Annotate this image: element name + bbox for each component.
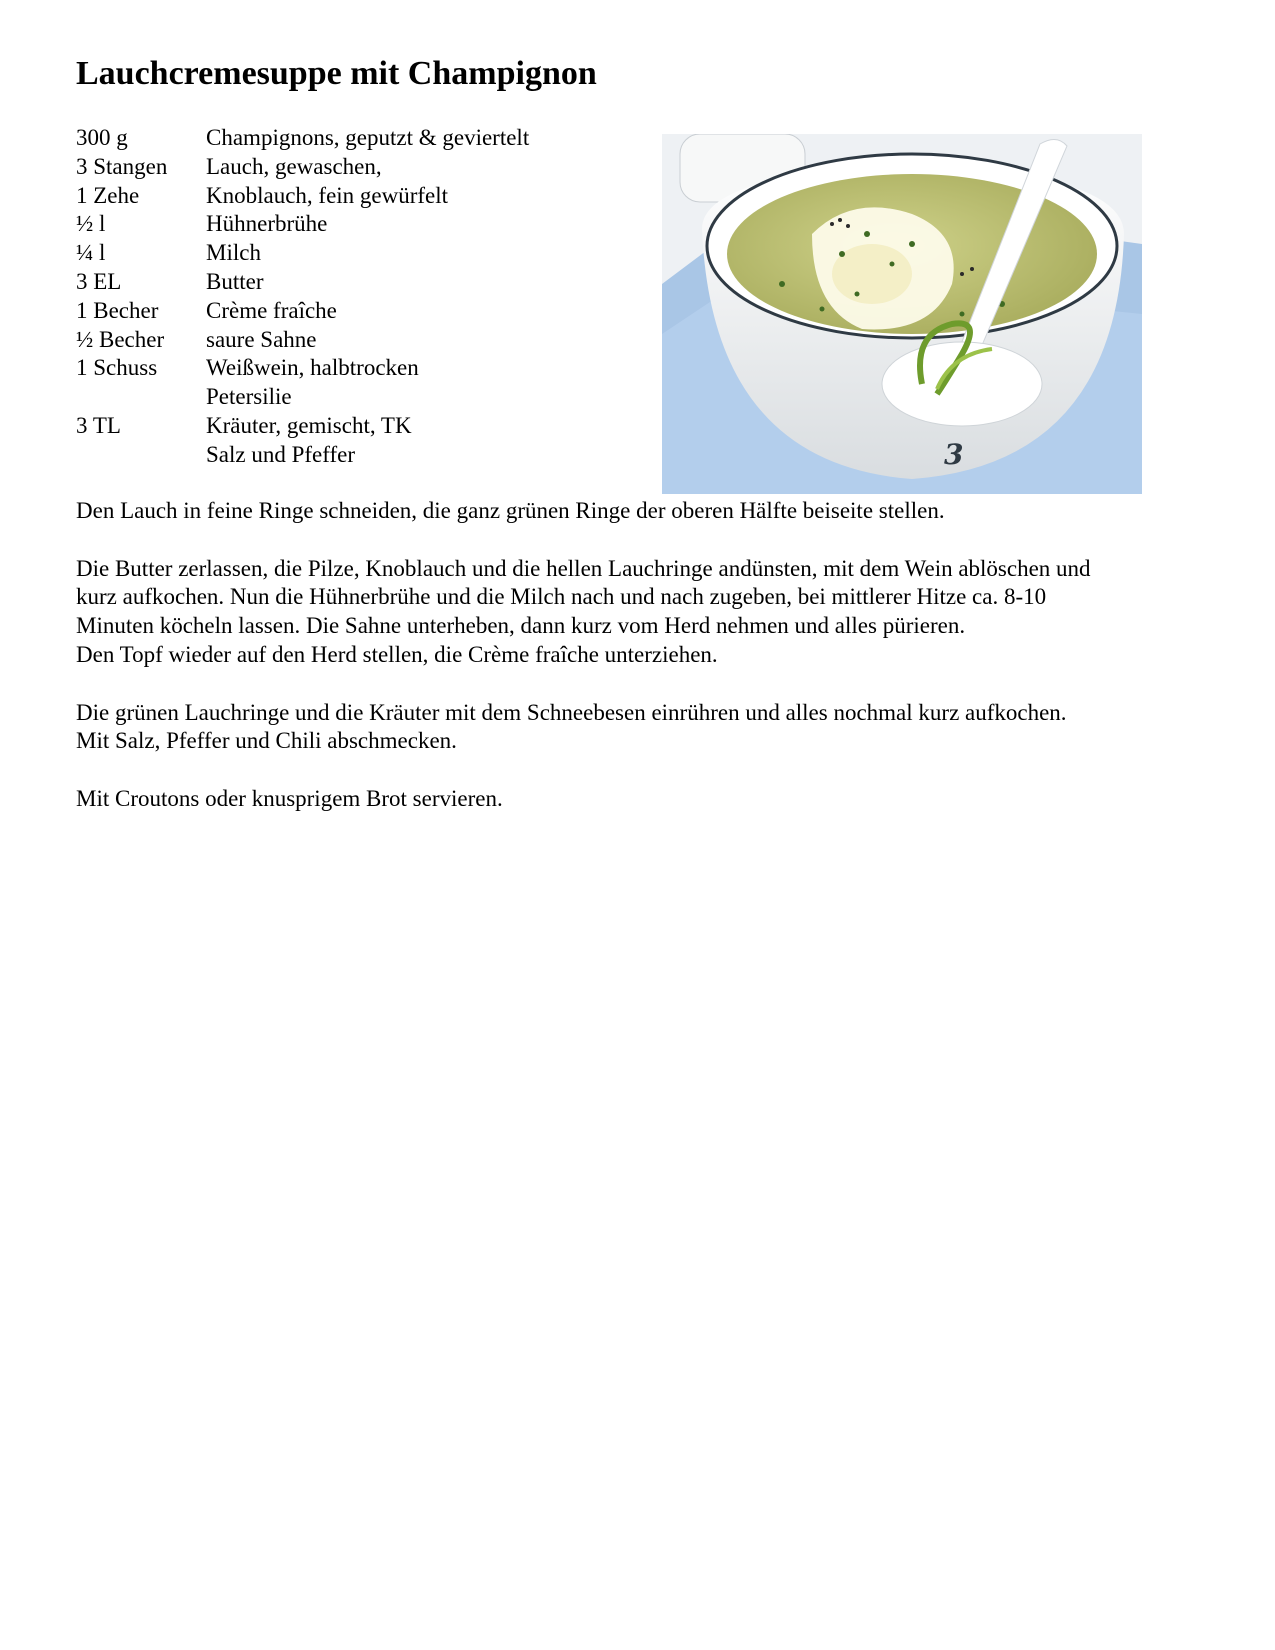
ingredient-quantity: 1 Becher <box>76 297 159 323</box>
ingredient-name: Crème fraîche <box>206 297 337 323</box>
ingredient-quantity: 3 TL <box>76 412 121 438</box>
ingredient-name: Lauch, gewaschen, <box>206 153 382 179</box>
recipe-title: Lauchcremesuppe mit Champignon <box>76 55 597 92</box>
ingredient-row <box>76 326 636 355</box>
ingredient-name: Knoblauch, fein gewürfelt <box>206 182 449 208</box>
instruction-paragraph <box>76 497 1206 526</box>
instruction-line: Mit Croutons oder knusprigem Brot servieren. <box>76 785 503 811</box>
ingredient-quantity <box>76 441 206 470</box>
ingredient-row <box>76 210 636 239</box>
ingredient-row <box>76 412 636 441</box>
ingredient-name: Butter <box>206 268 264 294</box>
ingredient-quantity: 3 EL <box>76 268 122 294</box>
instruction-line: Den Topf wieder auf den Herd stellen, die Crème fraîche unterziehen. <box>76 641 718 667</box>
ingredient-row <box>76 268 636 297</box>
bowl-number: 3 <box>944 438 964 471</box>
soup-photo <box>662 134 1142 494</box>
instruction-line: Mit Salz, Pfeffer und Chili abschmecken. <box>76 728 457 754</box>
ingredient-name: Salz und Pfeffer <box>206 441 356 467</box>
ingredient-quantity: ¼ l <box>76 240 106 266</box>
ingredient-quantity: ½ l <box>76 211 106 237</box>
ingredient-name: Kräuter, gemischt, TK <box>206 412 412 438</box>
ingredient-row <box>76 153 636 182</box>
ingredient-quantity: 300 g <box>76 125 128 150</box>
ingredient-row <box>76 124 636 153</box>
ingredient-name: Petersilie <box>206 384 292 410</box>
ingredient-list <box>76 124 636 470</box>
ingredient-row <box>76 383 636 412</box>
ingredient-row <box>76 441 636 470</box>
ingredient-row <box>76 239 636 268</box>
ingredient-quantity: 1 Zehe <box>76 182 140 208</box>
ingredient-quantity: 3 Stangen <box>76 153 168 179</box>
ingredient-quantity <box>76 383 206 412</box>
ingredient-row <box>76 354 636 383</box>
ingredient-name: Champignons, geputzt & geviertelt <box>206 125 530 150</box>
instruction-paragraph <box>76 699 1206 757</box>
ingredient-name: saure Sahne <box>206 326 317 352</box>
instruction-line: Die grünen Lauchringe und die Kräuter mit dem Schneebesen einrühren und alles nochmal kurz aufkochen. <box>76 699 1067 725</box>
instructions <box>76 497 1206 843</box>
ingredient-row <box>76 297 636 326</box>
instruction-line: kurz aufkochen. Nun die Hühnerbrühe und die Milch nach und nach zugeben, bei mittlerer Hitze ca. 8-10 <box>76 584 1047 610</box>
ingredient-name: Milch <box>206 240 261 266</box>
ingredient-quantity: 1 Schuss <box>76 355 158 381</box>
ingredient-name: Weißwein, halbtrocken <box>206 355 419 381</box>
ingredient-name: Hühnerbrühe <box>206 211 328 237</box>
instruction-line: Den Lauch in feine Ringe schneiden, die ganz grünen Ringe der oberen Hälfte beiseite stellen. <box>76 498 945 523</box>
ingredient-row <box>76 182 636 211</box>
instruction-line: Die Butter zerlassen, die Pilze, Knoblauch und die hellen Lauchringe andünsten, mit dem Wein ablöschen und <box>76 555 1091 581</box>
instruction-line: Minuten köcheln lassen. Die Sahne unterheben, dann kurz vom Herd nehmen und alles pürieren. <box>76 613 966 639</box>
ingredient-quantity: ½ Becher <box>76 326 165 352</box>
instruction-paragraph <box>76 555 1206 670</box>
instruction-paragraph <box>76 785 1206 814</box>
